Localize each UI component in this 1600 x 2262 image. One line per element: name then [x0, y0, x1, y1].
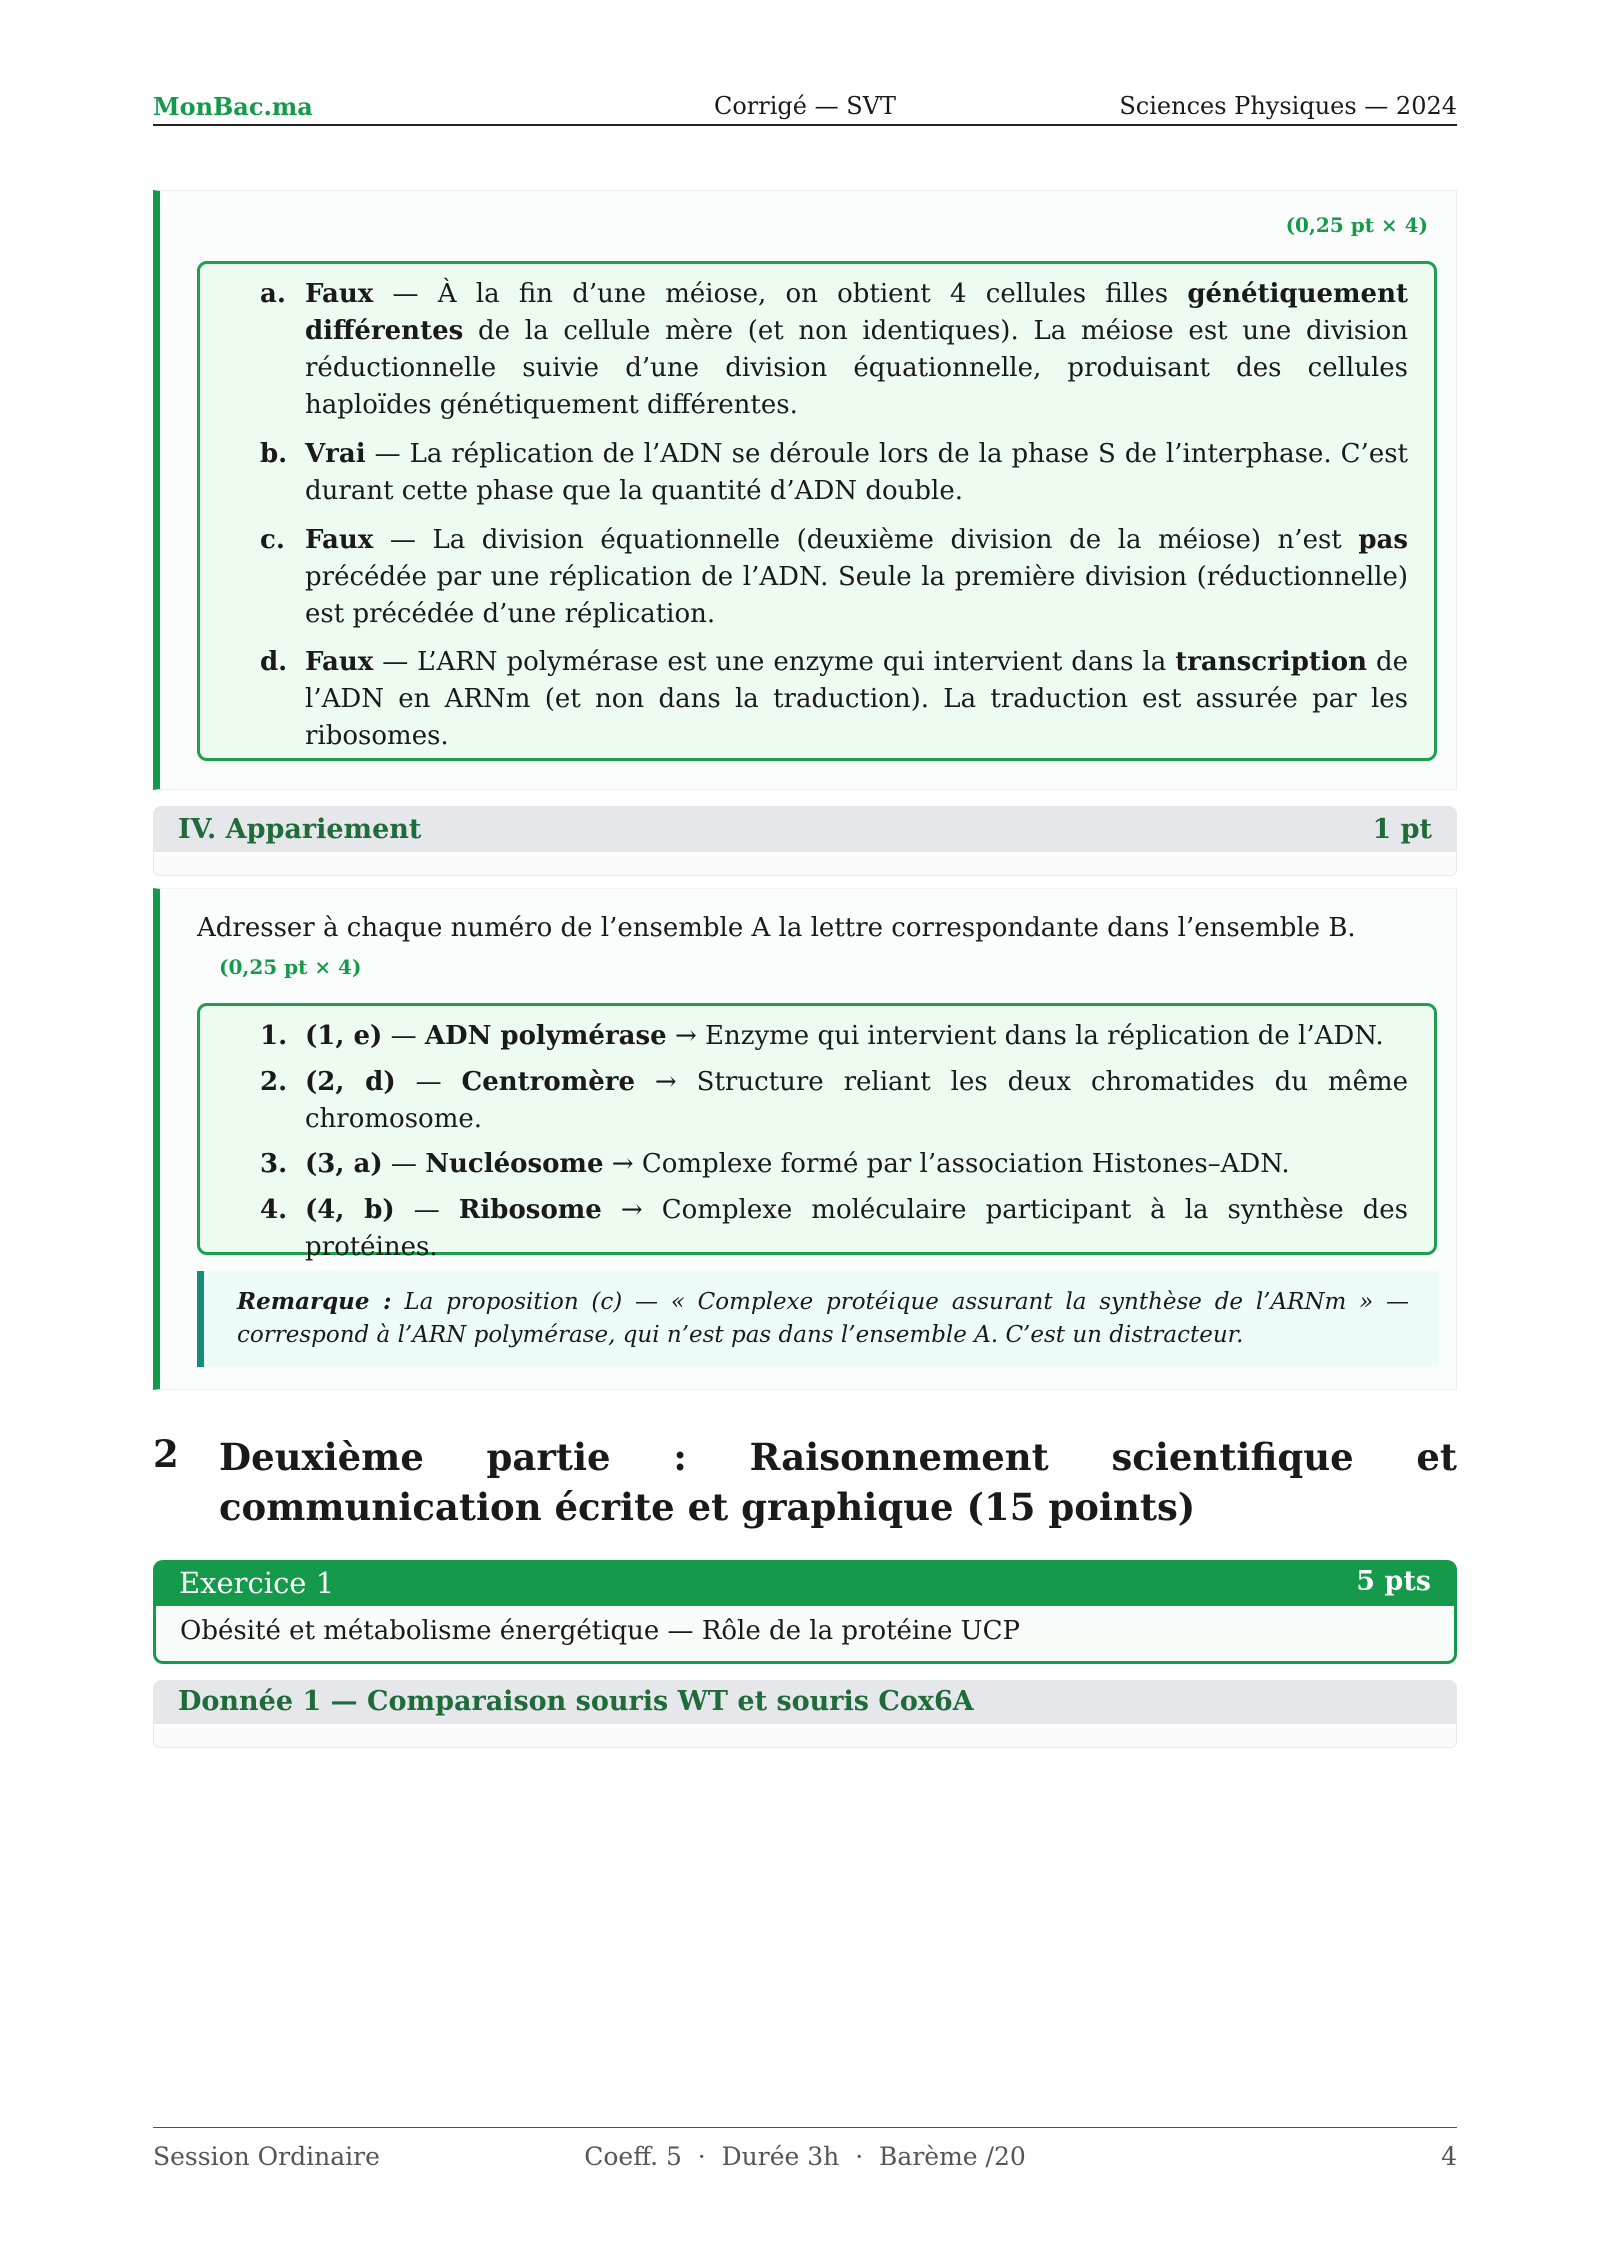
data-1-underbar [153, 1724, 1457, 1748]
site-name: MonBac.ma [153, 92, 313, 121]
match-item-3: 3. (3, a) — Nucléosome → Complexe formé par l’association Histones–ADN. [260, 1149, 1290, 1179]
matching-answer-box [197, 1003, 1437, 1262]
data-1-header [153, 1680, 1457, 1724]
section-4-instruction: Adresser à chaque numéro de l’ensemble A la lettre correspondante dans l’ensemble B. (0,25 pt × 4) [197, 913, 1356, 979]
part-2-number: 2 [153, 1432, 179, 1476]
exercise-1-points: 5 pts [1356, 1566, 1431, 1597]
section-4-points: 1 pt [1372, 814, 1432, 845]
data-1-title: Donnée 1 — Comparaison souris WT et souris Cox6A [178, 1686, 974, 1717]
part-2-title: Deuxième partie : Raisonnement scientifique et communication écrite et graphique (15 points) [219, 1435, 1457, 1529]
document-title: Corrigé — SVT [713, 92, 897, 120]
answer-item-b: b. Vrai — La réplication de l’ADN se déroule lors de la phase S de l’interphase. C’est durant cette phase que la quantité d’ADN double. [260, 439, 1408, 506]
exercise-1-subtitle-box [153, 1606, 1457, 1664]
remark-text: La proposition (c) — « Complexe protéique assurant la synthèse de l’ARNm » — correspond à l’ARN polymérase, qui n’est pas dans l’ensemble A. C’est un distracteur. [237, 1289, 1409, 1348]
exercise-1-title: Exercice 1 [179, 1566, 335, 1600]
section-4-box [153, 888, 1457, 1390]
section-4-header [153, 806, 1457, 852]
match-item-4: 4. (4, b) — Ribosome → Complexe moléculaire participant à la synthèse des protéines. [260, 1195, 1409, 1262]
question-3-points: (0,25 pt × 4) [1285, 213, 1428, 237]
remark-box [197, 1271, 1439, 1367]
exercise-1-header [153, 1560, 1457, 1606]
page-header [153, 88, 1457, 126]
answer-box [197, 261, 1437, 761]
footer-info: Coeff. 5 · Durée 3h · Barème /20 [584, 2142, 1026, 2171]
section-4-title: IV. Appariement [178, 814, 422, 845]
answer-item-a: a. Faux — À la fin d’une méiose, on obtient 4 cellules filles génétiquement différentes de la cellule mère (et non identiques). La méiose est une division réductionnelle suivie d’une division équationnelle, produisant des cellules haploïdes génétiquement différentes. [260, 279, 1408, 420]
question-3-box [153, 190, 1457, 790]
answer-item-d: d. Faux — L’ARN polymérase est une enzyme qui intervient dans la transcription de l’ADN en ARNm (et non dans la traduction). La traduction est assurée par les ribosomes. [260, 647, 1408, 751]
section-4-underbar [153, 852, 1457, 876]
footer-page-number: 4 [1441, 2142, 1457, 2171]
answer-item-c: c. Faux — La division équationnelle (deuxième division de la méiose) n’est pas précédée par une réplication de l’ADN. Seule la première division (réductionnelle) est précédée d’une réplication. [260, 525, 1408, 629]
remark-label: Remarque : [237, 1288, 392, 1315]
match-item-2: 2. (2, d) — Centromère → Structure reliant les deux chromatides du même chromosome. [260, 1067, 1409, 1134]
exercise-1-subtitle: Obésité et métabolisme énergétique — Rôle de la protéine UCP [180, 1616, 1020, 1646]
footer-session: Session Ordinaire [153, 2142, 380, 2171]
page-footer [153, 2127, 1457, 2178]
section-label: Sciences Physiques — 2024 [1119, 92, 1457, 120]
match-item-1: 1. (1, e) — ADN polymérase → Enzyme qui intervient dans la réplication de l’ADN. [260, 1021, 1384, 1051]
